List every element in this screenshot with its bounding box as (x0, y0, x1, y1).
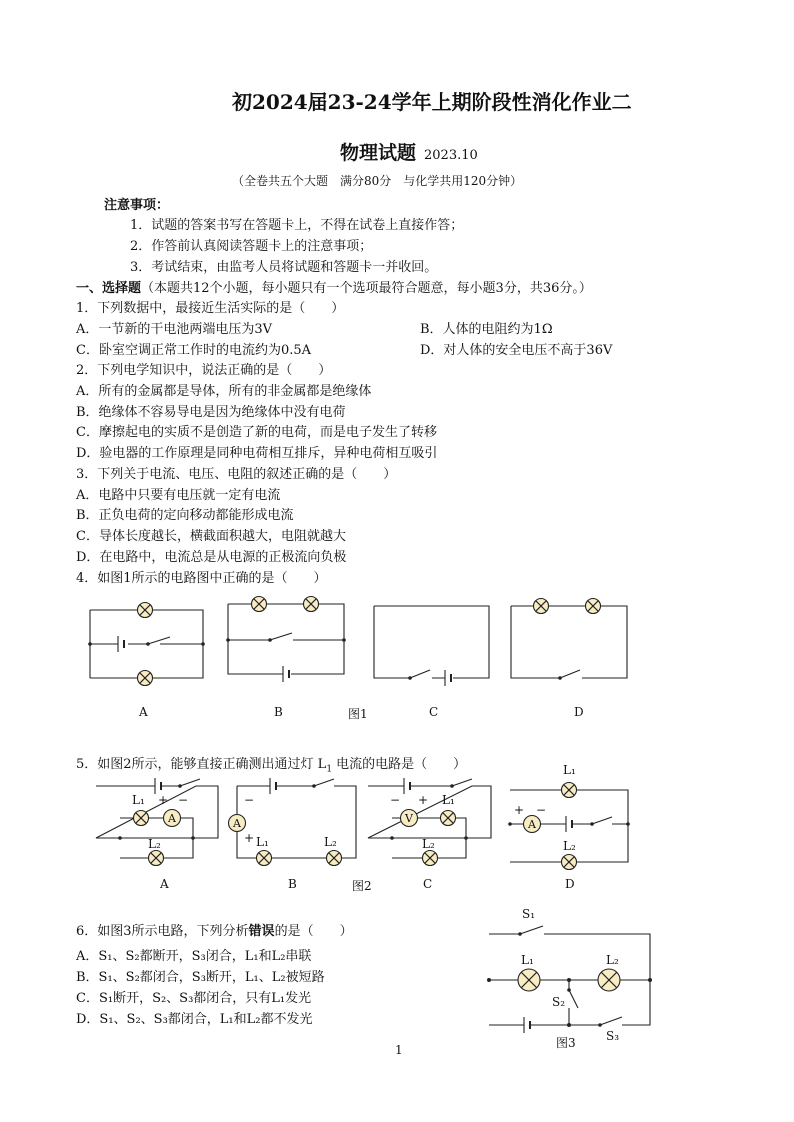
fig1-circuit-c (374, 606, 489, 686)
notice-heading: 注意事项： (104, 198, 170, 213)
fig3-s3: S₃ (606, 1029, 620, 1043)
fig2-label-c: C (423, 877, 433, 891)
fig1-circuit-b (226, 597, 346, 683)
fig3-l1: L₁ (521, 953, 534, 967)
fig2-d-l1: L₁ (563, 763, 576, 777)
q5-stem-post: 电流的电路是（ ） (332, 757, 467, 772)
subject-title (340, 138, 478, 165)
fig2-b-ammeter: A (233, 817, 241, 830)
section-desc: （本题共12个小题，每小题只有一个选项最符合题意，每小题3分，共36分。） (141, 281, 592, 296)
fig3-s2: S₂ (552, 995, 566, 1009)
q6-option-b: B．S₁、S₂都闭合，S₃断开，L₁、L₂被短路 (76, 970, 325, 985)
q6-option-c: C．S₁断开，S₂、S₃都闭合，只有L₁发光 (76, 991, 312, 1006)
notice-item: 2．作答前认真阅读答题卡上的注意事项； (130, 239, 373, 254)
fig1-label-c: C (429, 705, 439, 719)
q2-option-b: B．绝缘体不容易导电是因为绝缘体中没有电荷 (76, 405, 346, 420)
q6-stem-bold: 错误 (248, 924, 275, 939)
q3-option-d: D．在电路中，电流总是从电源的正极流向负极 (76, 550, 347, 565)
q2-option-a: A．所有的金属都是导体，所有的非金属都是绝缘体 (76, 384, 372, 399)
q1-option-d: D．对人体的安全电压不高于36V (420, 343, 613, 358)
fig1-circuit-a (88, 603, 205, 686)
subject-name: 物理试题 (340, 142, 417, 164)
fig2-label-d: D (565, 877, 575, 891)
fig2-circuit-b (229, 778, 357, 866)
q2-option-d: D．验电器的工作原理是同种电荷相互排斥，异种电荷相互吸引 (76, 446, 438, 461)
fig2-d-plus: + (514, 803, 525, 817)
fig3-s1: S₁ (522, 907, 536, 921)
q3-option-c: C．导体长度越长，横截面积越大，电阻就越大 (76, 529, 346, 544)
q6-stem-post: 的是（ ） (274, 924, 353, 939)
q1-option-a: A．一节新的干电池两端电压为3V (76, 322, 273, 337)
q3-option-b: B．正负电荷的定向移动都能形成电流 (76, 508, 294, 523)
q6-option-d: D．S₁、S₂、S₃都闭合，L₁和L₂都不发光 (76, 1012, 313, 1027)
q4-stem: 4．如图1所示的电路图中正确的是（ ） (76, 571, 327, 586)
fig1-label-d: D (574, 705, 584, 719)
fig2-a-ammeter: A (168, 812, 176, 825)
fig2-label-b: B (288, 877, 297, 891)
q2-stem: 2．下列电学知识中，说法正确的是（ ） (76, 363, 332, 378)
q1-option-c: C．卧室空调正常工作时的电流约为0.5A (76, 343, 312, 358)
fig2-b-minus: − (244, 793, 255, 807)
fig1-circuit-d (511, 599, 627, 680)
q2-option-c: C．摩擦起电的实质不是创造了新的电荷，而是电子发生了转移 (76, 425, 437, 440)
fig2-c-plus: + (418, 793, 429, 807)
q3-option-a: A．电路中只要有电压就一定有电流 (76, 488, 281, 503)
q6-option-a: A．S₁、S₂都断开，S₃闭合，L₁和L₂串联 (76, 949, 312, 964)
fig2-d-l2: L₂ (563, 839, 576, 853)
fig2-b-l2: L₂ (324, 835, 337, 849)
exam-info: （全卷共五个大题 满分80分 与化学共用120分钟） (232, 174, 523, 188)
section-title: 一、选择题 (76, 281, 142, 296)
fig2-c-l1: L₁ (442, 793, 455, 807)
fig1-caption: 图1 (348, 707, 368, 721)
fig2-label-a: A (160, 877, 169, 891)
figure-1 (0, 590, 794, 740)
fig2-caption: 图2 (352, 879, 372, 893)
fig2-a-l1: L₁ (132, 793, 145, 807)
q5-stem-pre: 5．如图2所示，能够直接正确测出通过灯 L (76, 757, 327, 772)
q5-stem-sub: 1 (326, 764, 333, 775)
notice-item: 1．试题的答案书写在答题卡上，不得在试卷上直接作答； (130, 218, 464, 233)
fig1-label-a: A (139, 705, 148, 719)
fig1-label-b: B (274, 705, 283, 719)
fig3-caption: 图3 (556, 1036, 576, 1050)
q3-stem: 3．下列关于电流、电压、电阻的叙述正确的是（ ） (76, 467, 397, 482)
fig2-c-voltmeter: V (405, 812, 413, 825)
fig2-b-l1: L₁ (256, 835, 269, 849)
fig2-b-plus: + (244, 831, 255, 845)
section-heading (76, 277, 592, 296)
exam-title: 初2024届23-24学年上期阶段性消化作业二 (232, 90, 632, 114)
fig2-circuit-c (368, 778, 491, 866)
page-number: 1 (395, 1043, 403, 1057)
notice-item: 3．考试结束，由监考人员将试题和答题卡一并收回。 (130, 260, 438, 275)
fig2-a-minus: − (178, 793, 189, 807)
fig2-d-minus: − (536, 803, 547, 817)
fig2-circuit-a (96, 778, 218, 866)
fig2-c-minus: − (390, 793, 401, 807)
fig2-c-l2: L₂ (422, 837, 435, 851)
fig2-a-plus: + (158, 793, 169, 807)
fig2-d-ammeter: A (528, 818, 536, 831)
fig2-circuit-d (508, 763, 630, 870)
exam-date: 2023.10 (424, 148, 478, 163)
fig3-l2: L₂ (606, 953, 619, 967)
q1-option-b: B．人体的电阻约为1Ω (420, 322, 553, 337)
figure-2 (0, 762, 794, 892)
q1-stem: 1．下列数据中，最接近生活实际的是（ ） (76, 301, 345, 316)
figure-3 (0, 900, 794, 1060)
fig2-a-l2: L₂ (148, 837, 161, 851)
q6-stem-pre: 6．如图3所示电路，下列分析 (76, 924, 249, 939)
